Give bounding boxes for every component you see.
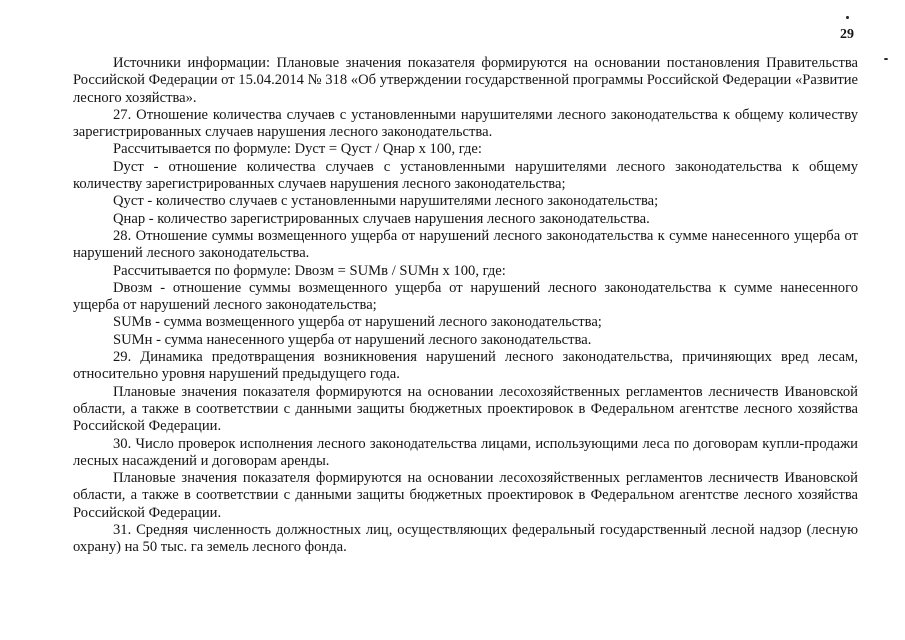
definition-d-ust: Dуст - отношение количества случаев с установленными нарушителями лесного законодательства к общему количеству зарегистрированных случаев нарушения лесного законодательства; <box>73 158 858 193</box>
paragraph-plan-values-29: Плановые значения показателя формируются на основании лесохозяйственных регламентов лесничеств Ивановской области, а также в соответствии с данными защиты бюджетных проектировок в Федеральном агентстве лесного хозяйства Российской Федерации. <box>73 383 858 435</box>
scan-speck <box>846 16 849 19</box>
definition-q-ust: Qуст - количество случаев с установленными нарушителями лесного законодательства; <box>113 193 659 210</box>
paragraph-sources: Источники информации: Плановые значения показателя формируются на основании постановления Правительства Российской Федерации от 15.04.2014 № 318 «Об утверждении государственной программы Российской Федерации «Развитие лесного хозяйства». <box>73 55 858 106</box>
document-body <box>73 55 858 557</box>
paragraph-item-30: 30. Число проверок исполнения лесного законодательства лицами, использующими леса по договорам купли-продажи лесных насаждений и договорам аренды. <box>73 435 858 469</box>
paragraph-plan-values-30: Плановые значения показателя формируются на основании лесохозяйственных регламентов лесничеств Ивановской области, а также в соответствии с данными защиты бюджетных проектировок в Федеральном агентстве лесного хозяйства Российской Федерации. <box>73 470 858 521</box>
definition-sum-n: SUMн - сумма нанесенного ущерба от нарушений лесного законодательства. <box>113 331 592 348</box>
definition-q-nar: Qнар - количество зарегистрированных случаев нарушения лесного законодательства. <box>113 210 650 227</box>
formula-28: Рассчитывается по формуле: Dвозм = SUMв / SUMн х 100, где: <box>113 262 506 279</box>
paragraph-item-27: 27. Отношение количества случаев с установленными нарушителями лесного законодательства к общему количеству зарегистрированных случаев нарушения лесного законодательства. <box>73 106 858 141</box>
scan-speck <box>884 58 888 60</box>
definition-sum-v: SUMв - сумма возмещенного ущерба от нарушений лесного законодательства; <box>113 314 602 331</box>
paragraph-item-31: 31. Средняя численность должностных лиц, осуществляющих федеральный государственный лесной надзор (лесную охрану) на 50 тыс. га земель лесного фонда. <box>73 522 858 556</box>
page-number: 29 <box>840 27 854 42</box>
paragraph-item-29: 29. Динамика предотвращения возникновения нарушений лесного законодательства, причиняющих вред лесам, относительно уровня нарушений предыдущего года. <box>73 349 858 383</box>
definition-d-vozm: Dвозм - отношение суммы возмещенного ущерба от нарушений лесного законодательства к сумме нанесенного ущерба от нарушений лесного законодательства; <box>73 279 858 314</box>
paragraph-item-28: 28. Отношение суммы возмещенного ущерба от нарушений лесного законодательства к сумме нанесенного ущерба от нарушений лесного законодательства. <box>73 227 858 262</box>
formula-27: Рассчитывается по формуле: Dуст = Qуст / Qнар х 100, где: <box>113 141 482 158</box>
